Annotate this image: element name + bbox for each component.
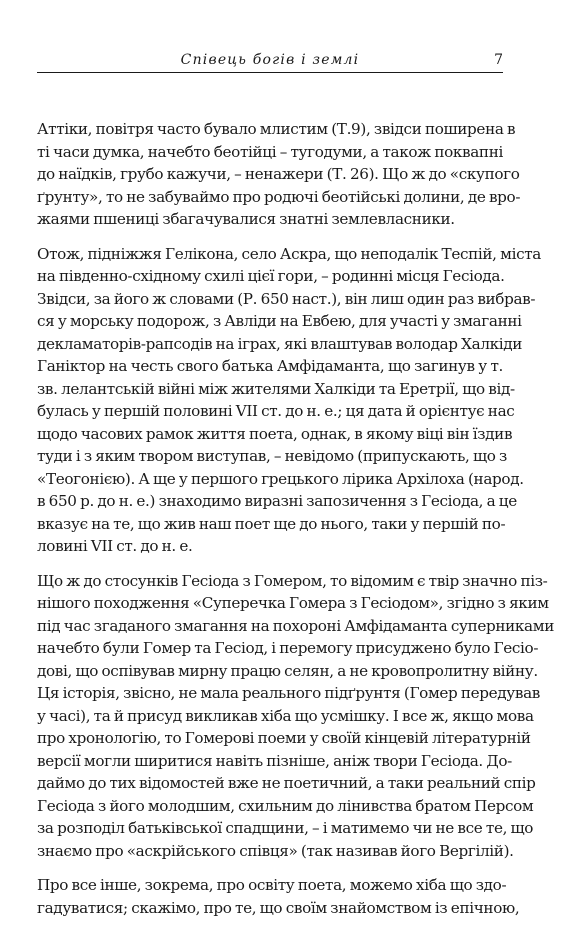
text-line: жаями пшениці збагачувалися знатні землевласники.: [37, 210, 455, 228]
text-line: дові, що оспівував мирну працю селян, а не кровопролитну війну.: [37, 661, 538, 680]
text-line: ті часи думка, начебто беотійці – тугодуми, а також поквапні: [37, 142, 503, 161]
text-line: про хронологію, то Гомерові поеми у своїй кінцевій літературній: [37, 729, 531, 747]
paragraph: [37, 570, 554, 863]
text-line: Отож, підніжжя Гелікона, село Аскра, що неподалік Теспій, міста: [37, 244, 542, 263]
text-line: нішого походження «Суперечка Гомера з Гесіодом», згідно з яким: [37, 594, 549, 612]
text-line: вказує на те, що жив наш поет ще до нього, таки у першій по-: [37, 514, 506, 533]
text-line: Гесіода з його молодшим, схильним до лінивства братом Персом: [37, 796, 534, 815]
text-line: начебто були Гомер та Гесіод, і перемогу присуджено було Гесіо-: [37, 639, 539, 657]
text-line: в 650 р. до н. е.) знаходимо виразні запозичення з Гесіода, а це: [37, 492, 517, 510]
text-line: Ганіктор на честь свого батька Амфідаманта, що загинув у т.: [37, 357, 503, 375]
paragraph: [37, 243, 542, 558]
text-line: за розподіл батьківської спадщини, – і матимемо чи не все те, що: [37, 819, 534, 837]
text-line: гадуватися; скажімо, про те, що своїм знайомством із епічною,: [37, 898, 520, 917]
text-line: Аттіки, повітря часто бувало млистим (Т.9), звідси поширена в: [37, 120, 516, 138]
text-line: під час згаданого змагання на похороні Амфідаманта суперниками: [37, 616, 554, 635]
text-line: Звідси, за його ж словами (Р. 650 наст.), він лиш один раз вибрав-: [37, 289, 536, 308]
text-line: версії могли ширитися навіть пізніше, аніж твори Гесіода. До-: [37, 751, 512, 770]
text-line: Про все інше, зокрема, про освіту поета, можемо хіба що здо-: [37, 876, 507, 894]
text-line: туди і з яким твором виступав, – невідомо (припускають, що з: [37, 447, 507, 465]
text-line: зв. лелантській війні між жителями Халкіди та Еретрії, що від-: [37, 379, 515, 398]
text-line: знаємо про «аскрійського співця» (так називав його Вергілій).: [37, 841, 514, 860]
running-title: Співець богів і землі: [180, 52, 360, 68]
text-line: ґрунту», то не забуваймо про родючі беотійські долини, де вро-: [37, 187, 521, 206]
text-line: булась у першій половині VII ст. до н. е.; ця дата й орієнтує нас: [37, 402, 515, 420]
text-line: декламаторів-рапсодів на іграх, які влаштував володар Халкіди: [37, 334, 523, 353]
text-line: щодо часових рамок життя поета, однак, в якому віці він їздив: [37, 424, 513, 443]
text-line: ся у морську подорож, з Авліди на Евбею, для участі у змаганні: [37, 312, 522, 330]
running-header: [37, 50, 503, 73]
text-line: даймо до тих відомостей вже не поетичний, а таки реальний спір: [37, 774, 536, 792]
text-line: у часі), та й присуд викликав хіба що усмішку. І все ж, якщо мова: [37, 706, 534, 725]
text-line: Що ж до стосунків Гесіода з Гомером, то відомим є твір значно піз-: [37, 571, 548, 590]
text-line: ловині VII ст. до н. е.: [37, 537, 193, 555]
text-line: «Теогонією). А ще у першого грецького лірика Архілоха (народ.: [37, 469, 524, 488]
paragraph: [37, 118, 521, 231]
text-line: Ця історія, звісно, не мала реального підґрунтя (Гомер передував: [37, 684, 541, 702]
text-line: на південно-східному схилі цієї гори, – родинні місця Гесіода.: [37, 267, 505, 285]
page-number: 7: [494, 52, 503, 68]
text-line: до наїдків, грубо кажучи, – ненажери (Т. 26). Що ж до «скупого: [37, 165, 520, 183]
paragraph: [37, 874, 520, 919]
body-text: [37, 118, 554, 931]
